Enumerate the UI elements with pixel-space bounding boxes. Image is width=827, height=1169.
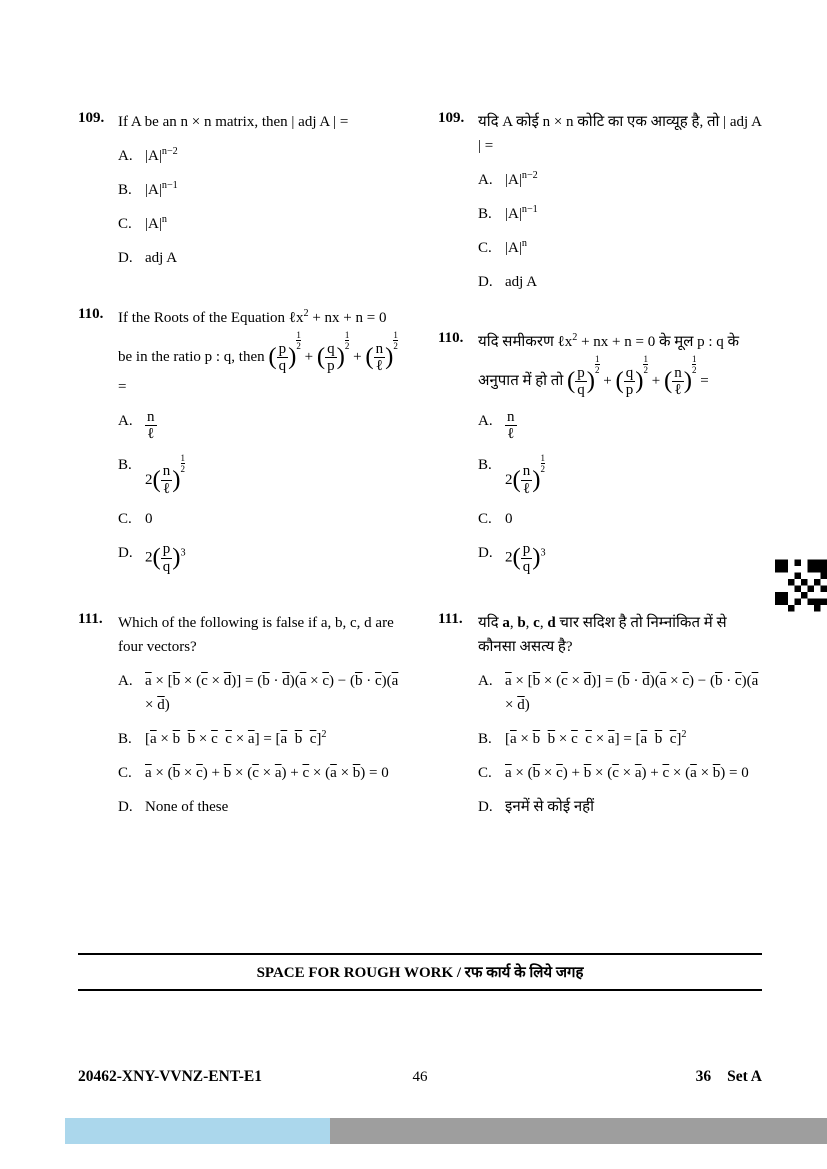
- option-text: $|A|^n$: [505, 238, 527, 256]
- option-C: [478, 507, 762, 531]
- option-text: adj A: [145, 250, 178, 266]
- option-text: 2( $\frac{n}{\text{ℓ}}$ ) $\frac{1}{2}$: [505, 452, 545, 497]
- qr-code: [775, 558, 827, 613]
- option-label: D.: [478, 545, 493, 562]
- question-stem: यदि A कोई n × n कोटि का एक आव्यूह है, तो | adj A | =: [478, 114, 762, 154]
- question-stem: If the Roots of the Equation ℓx$^2$ + nx + n = 0 be in the ratio p : q, then ( $\frac{p}{q}$ ) $\frac{1}{2}$ + ( $\frac{q}{p}$ ) $\frac{1}{2}$ + ( $\frac{n}{\text{ℓ}}$ ) $\frac{1}{2}$ =: [118, 308, 398, 395]
- question-number: 109.: [438, 110, 465, 126]
- rough-work-section: [78, 953, 762, 991]
- option-text: None of these: [145, 799, 229, 816]
- question-stem: Which of the following is false if a, b, c, d are four vectors?: [118, 615, 394, 656]
- option-text: adj A: [505, 274, 538, 290]
- option-D: [478, 270, 762, 294]
- footer-right: [428, 1068, 763, 1086]
- option-label: A.: [118, 412, 133, 429]
- option-B: [478, 453, 762, 498]
- qr-code-image: [775, 558, 827, 613]
- option-text: $|A|^n$: [145, 214, 167, 232]
- option-label: A.: [118, 673, 133, 690]
- option-B: [478, 202, 762, 226]
- option-label: C.: [478, 511, 492, 528]
- option-text: $|A|^{n-2}$: [505, 170, 538, 188]
- option-C: [118, 507, 402, 531]
- option-D: [118, 541, 402, 575]
- question-body: [478, 330, 762, 585]
- options-list: [118, 669, 402, 819]
- option-label: A.: [478, 172, 493, 188]
- option-label: C.: [118, 765, 132, 782]
- question-number: 111.: [78, 611, 103, 628]
- question-109-hi: [438, 110, 762, 304]
- rough-work-label: SPACE FOR ROUGH WORK / रफ कार्य के लिये जगह: [256, 965, 584, 981]
- option-text: 2( $\frac{p}{q}$ )$^3$: [145, 541, 186, 575]
- option-text: इनमें से कोई नहीं: [505, 799, 594, 816]
- option-D: [478, 795, 762, 819]
- option-label: B.: [478, 206, 492, 222]
- question-number: 109.: [78, 110, 105, 126]
- option-label: D.: [478, 274, 493, 290]
- option-A: [478, 669, 762, 717]
- option-label: C.: [118, 511, 132, 528]
- option-label: C.: [478, 765, 492, 782]
- option-A: [118, 409, 402, 443]
- option-D: [118, 795, 402, 819]
- footer-bar-gray: [330, 1118, 827, 1144]
- option-label: A.: [118, 148, 133, 164]
- option-C: [478, 236, 762, 260]
- question-body: [478, 611, 762, 829]
- hindi-column: [438, 110, 762, 855]
- question-number: 111.: [438, 611, 463, 628]
- option-C: [118, 761, 402, 785]
- option-text: 2( $\frac{n}{\text{ℓ}}$ ) $\frac{1}{2}$: [145, 452, 185, 497]
- option-D: [118, 246, 402, 270]
- question-stem: यदि समीकरण ℓx$^2$ + nx + n = 0 के मूल p : q के अनुपात में हो तो ( $\frac{p}{q}$ ) $\frac{1}{2}$ + ( $\frac{q}{p}$ ) $\frac{1}{2}$ + ( $\frac{n}{\text{ℓ}}$ ) $\frac{1}{2}$ =: [478, 332, 740, 399]
- footer-bar-blue: [65, 1118, 330, 1144]
- question-110-en: [78, 306, 402, 585]
- options-list: [478, 669, 762, 819]
- option-label: D.: [478, 799, 493, 816]
- option-A: [118, 144, 402, 168]
- divider-line-bottom: [78, 989, 762, 991]
- question-110-hi: [438, 330, 762, 585]
- options-list: [118, 409, 402, 576]
- option-text: $\frac{n}{\text{ℓ}}$: [507, 408, 515, 443]
- options-list: [478, 168, 762, 294]
- option-text: $\overline{a} \times (\overline{b} \times \overline{c}) + \overline{b} \times (\overline{c} \times \overline{a}) + \overline{c} \times (\overline{a} \times \overline{b}) = 0$: [145, 765, 389, 782]
- option-D: [478, 541, 762, 575]
- two-column-layout: [78, 110, 762, 855]
- option-label: B.: [478, 456, 492, 473]
- option-label: A.: [478, 412, 493, 429]
- option-C: [478, 761, 762, 785]
- options-list: [478, 409, 762, 576]
- option-text: 0: [505, 511, 513, 528]
- question-body: [118, 611, 402, 829]
- question-body: [478, 110, 762, 304]
- question-stem: If A be an n × n matrix, then | adj A | =: [118, 114, 349, 130]
- question-number: 110.: [438, 330, 464, 346]
- option-B: [478, 727, 762, 751]
- set-label: Set A: [727, 1068, 762, 1085]
- options-list: [118, 144, 402, 270]
- footer-color-bar: [65, 1118, 827, 1144]
- question-111-hi: [438, 611, 762, 829]
- option-B: [118, 727, 402, 751]
- option-label: A.: [478, 673, 493, 690]
- option-label: B.: [118, 456, 132, 473]
- option-text: $|A|^{n-1}$: [145, 180, 178, 198]
- paper-number: 36: [695, 1068, 712, 1085]
- option-C: [118, 212, 402, 236]
- option-label: B.: [478, 731, 492, 748]
- option-label: D.: [118, 799, 133, 816]
- option-B: [118, 453, 402, 498]
- option-label: D.: [118, 545, 133, 562]
- question-number: 110.: [78, 306, 104, 322]
- question-body: [118, 110, 402, 280]
- option-text: [$\overline{a} \times \overline{b}$ $\overline{b} \times \overline{c}$ $\overline{c} \times \overline{a}] = [\overline{a}$ $\overline{b}$ $\overline{c}]^2$: [505, 729, 687, 748]
- option-A: [118, 669, 402, 717]
- question-body: [118, 306, 402, 585]
- questions-content: [78, 110, 762, 855]
- question-stem: यदि a, b, c, d चार सदिश है तो निम्नांकित में से कौनसा असत्य है?: [478, 615, 727, 656]
- option-label: C.: [478, 240, 492, 256]
- question-111-en: [78, 611, 402, 829]
- option-label: B.: [118, 182, 132, 198]
- option-text: $\overline{a} \times [\overline{b} \times (\overline{c} \times \overline{d})] = (\overline{b} \cdot \overline{d})(\overline{a} \times \overline{c}) - (\overline{b} \cdot \overline{c})(\overline{a} \times \overline{d})$: [505, 673, 759, 714]
- page-number: 46: [412, 1069, 428, 1085]
- option-label: C.: [118, 216, 132, 232]
- option-label: B.: [118, 731, 132, 748]
- option-label: D.: [118, 250, 133, 266]
- option-text: 0: [145, 511, 153, 528]
- option-text: [$\overline{a} \times \overline{b}$ $\overline{b} \times \overline{c}$ $\overline{c} \times \overline{a}] = [\overline{a}$ $\overline{b}$ $\overline{c}]^2$: [145, 729, 327, 748]
- option-text: $\overline{a} \times (\overline{b} \times \overline{c}) + \overline{b} \times (\overline{c} \times \overline{a}) + \overline{c} \times (\overline{a} \times \overline{b}) = 0$: [505, 765, 749, 782]
- option-text: $|A|^{n-1}$: [505, 204, 538, 222]
- option-text: $\overline{a} \times [\overline{b} \times (\overline{c} \times \overline{d})] = (\overline{b} \cdot \overline{d})(\overline{a} \times \overline{c}) - (\overline{b} \cdot \overline{c})(\overline{a} \times \overline{d})$: [145, 673, 399, 714]
- option-text: $\frac{n}{\text{ℓ}}$: [147, 408, 155, 443]
- option-A: [478, 168, 762, 192]
- option-B: [118, 178, 402, 202]
- option-text: 2( $\frac{p}{q}$ )$^3$: [505, 541, 546, 575]
- option-text: $|A|^{n-2}$: [145, 146, 178, 164]
- question-109-en: [78, 110, 402, 280]
- page-footer: [78, 1068, 762, 1086]
- option-A: [478, 409, 762, 443]
- english-column: [78, 110, 402, 855]
- booklet-code: 20462-XNY-VVNZ-ENT-E1: [78, 1068, 263, 1085]
